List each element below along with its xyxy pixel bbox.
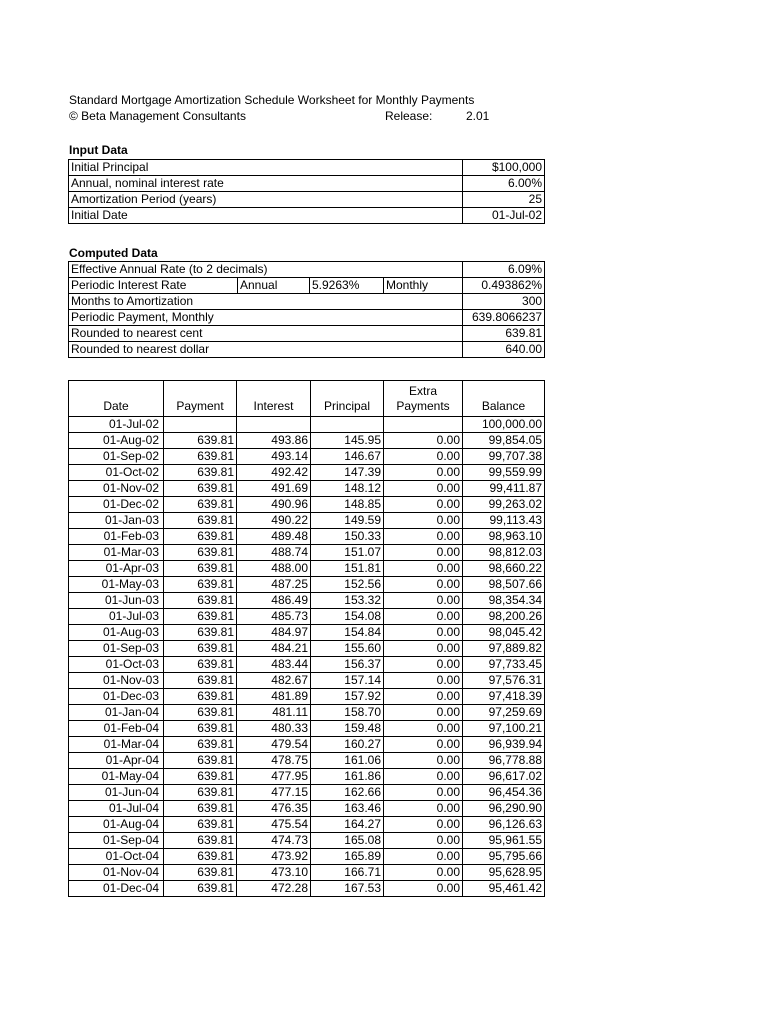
cell-balance: 96,778.88	[463, 753, 545, 769]
table-row	[69, 641, 545, 657]
table-row	[69, 561, 545, 577]
cell-principal: 150.33	[311, 529, 384, 545]
schedule-first-row	[69, 417, 545, 433]
cell-principal: 149.59	[311, 513, 384, 529]
computed-row-payment	[69, 310, 545, 326]
cell-balance: 99,854.05	[463, 433, 545, 449]
cell-principal: 154.08	[311, 609, 384, 625]
amortization-schedule-table	[68, 380, 545, 897]
table-row	[69, 849, 545, 865]
table-row	[69, 689, 545, 705]
periodic-annual-label: Annual	[238, 278, 310, 294]
cell-balance: 99,707.38	[463, 449, 545, 465]
cell-balance: 97,259.69	[463, 705, 545, 721]
col-header-extra-payments	[384, 381, 463, 417]
cell-principal: 157.14	[311, 673, 384, 689]
computed-row-months	[69, 294, 545, 310]
cell-principal: 151.81	[311, 561, 384, 577]
cell-interest: 484.21	[237, 641, 311, 657]
cell-interest: 483.44	[237, 657, 311, 673]
cell-extra-payment	[384, 417, 463, 433]
cell-payment: 639.81	[164, 769, 237, 785]
cell-interest: 472.28	[237, 881, 311, 897]
input-row-principal	[69, 160, 545, 176]
cell-payment: 639.81	[164, 593, 237, 609]
cell-principal: 151.07	[311, 545, 384, 561]
cell-date: 01-Jun-03	[69, 593, 164, 609]
col-header-payment: Payment	[164, 381, 237, 417]
cell-extra-payment[interactable]: 0.00	[384, 657, 463, 673]
computed-value: 300	[463, 294, 545, 310]
input-row-interest-rate	[69, 176, 545, 192]
table-row	[69, 593, 545, 609]
cell-date: 01-Oct-04	[69, 849, 164, 865]
cell-balance: 97,733.45	[463, 657, 545, 673]
cell-date: 01-Nov-04	[69, 865, 164, 881]
cell-extra-payment[interactable]: 0.00	[384, 593, 463, 609]
cell-balance: 97,889.82	[463, 641, 545, 657]
cell-principal: 166.71	[311, 865, 384, 881]
cell-extra-payment[interactable]: 0.00	[384, 817, 463, 833]
input-value[interactable]: 01-Jul-02	[463, 208, 545, 224]
table-row	[69, 721, 545, 737]
cell-interest: 473.10	[237, 865, 311, 881]
cell-extra-payment[interactable]: 0.00	[384, 753, 463, 769]
computed-value: 639.8066237	[463, 310, 545, 326]
periodic-annual-value: 5.9263%	[310, 278, 384, 294]
cell-balance: 98,812.03	[463, 545, 545, 561]
col-header-date: Date	[69, 381, 164, 417]
cell-extra-payment[interactable]: 0.00	[384, 481, 463, 497]
cell-payment: 639.81	[164, 513, 237, 529]
table-row	[69, 497, 545, 513]
table-row	[69, 577, 545, 593]
schedule-header-row	[69, 381, 545, 417]
table-row	[69, 529, 545, 545]
cell-payment: 639.81	[164, 657, 237, 673]
cell-payment: 639.81	[164, 609, 237, 625]
cell-date: 01-Jan-03	[69, 513, 164, 529]
cell-date: 01-Apr-04	[69, 753, 164, 769]
table-row	[69, 433, 545, 449]
cell-date: 01-Aug-03	[69, 625, 164, 641]
cell-interest: 476.35	[237, 801, 311, 817]
col-header-principal: Principal	[311, 381, 384, 417]
table-row	[69, 673, 545, 689]
cell-extra-payment[interactable]: 0.00	[384, 609, 463, 625]
cell-interest: 481.11	[237, 705, 311, 721]
computed-label: Periodic Interest Rate	[69, 278, 238, 294]
computed-row-periodic-rate	[69, 278, 545, 294]
cell-payment: 639.81	[164, 737, 237, 753]
cell-payment: 639.81	[164, 641, 237, 657]
cell-balance: 98,660.22	[463, 561, 545, 577]
table-row	[69, 833, 545, 849]
cell-payment: 639.81	[164, 561, 237, 577]
cell-extra-payment[interactable]: 0.00	[384, 833, 463, 849]
cell-interest: 479.54	[237, 737, 311, 753]
release-value: 2.01	[466, 109, 490, 123]
computed-label: Months to Amortization	[69, 294, 463, 310]
input-row-amortization-period	[69, 192, 545, 208]
cell-payment: 639.81	[164, 849, 237, 865]
computed-row-rounded-dollar	[69, 342, 545, 358]
cell-payment: 639.81	[164, 785, 237, 801]
cell-balance: 99,411.87	[463, 481, 545, 497]
table-row	[69, 545, 545, 561]
cell-interest: 480.33	[237, 721, 311, 737]
input-value[interactable]: 25	[463, 192, 545, 208]
cell-principal: 164.27	[311, 817, 384, 833]
cell-extra-payment[interactable]: 0.00	[384, 529, 463, 545]
cell-payment: 639.81	[164, 817, 237, 833]
cell-date: 01-Nov-03	[69, 673, 164, 689]
cell-balance: 95,795.66	[463, 849, 545, 865]
cell-interest: 493.86	[237, 433, 311, 449]
cell-interest: 486.49	[237, 593, 311, 609]
computed-row-rounded-cent	[69, 326, 545, 342]
cell-date: 01-Mar-04	[69, 737, 164, 753]
cell-extra-payment[interactable]: 0.00	[384, 785, 463, 801]
computed-label: Effective Annual Rate (to 2 decimals)	[69, 262, 463, 278]
cell-principal: 148.85	[311, 497, 384, 513]
table-row	[69, 481, 545, 497]
cell-balance: 97,100.21	[463, 721, 545, 737]
computed-label: Rounded to nearest cent	[69, 326, 463, 342]
cell-balance: 96,454.36	[463, 785, 545, 801]
cell-balance: 99,113.43	[463, 513, 545, 529]
periodic-monthly-label: Monthly	[384, 278, 463, 294]
cell-extra-payment[interactable]: 0.00	[384, 721, 463, 737]
computed-row-effective-rate	[69, 262, 545, 278]
cell-interest: 490.22	[237, 513, 311, 529]
extra-header-line1: Extra	[408, 384, 437, 398]
table-row	[69, 737, 545, 753]
table-row	[69, 785, 545, 801]
cell-balance: 97,418.39	[463, 689, 545, 705]
col-header-balance: Balance	[463, 381, 545, 417]
input-value[interactable]: 6.00%	[463, 176, 545, 192]
table-row	[69, 449, 545, 465]
cell-payment: 639.81	[164, 753, 237, 769]
computed-label: Periodic Payment, Monthly	[69, 310, 463, 326]
cell-balance: 97,576.31	[463, 673, 545, 689]
cell-interest: 487.25	[237, 577, 311, 593]
cell-payment: 639.81	[164, 577, 237, 593]
cell-principal: 148.12	[311, 481, 384, 497]
cell-date: 01-Jun-04	[69, 785, 164, 801]
cell-principal: 152.56	[311, 577, 384, 593]
cell-date: 01-Aug-04	[69, 817, 164, 833]
cell-principal: 158.70	[311, 705, 384, 721]
cell-interest: 492.42	[237, 465, 311, 481]
cell-payment: 639.81	[164, 689, 237, 705]
cell-principal: 154.84	[311, 625, 384, 641]
cell-extra-payment[interactable]: 0.00	[384, 849, 463, 865]
input-label: Initial Principal	[69, 160, 463, 176]
cell-extra-payment[interactable]: 0.00	[384, 497, 463, 513]
cell-interest	[237, 417, 311, 433]
cell-extra-payment[interactable]: 0.00	[384, 465, 463, 481]
cell-principal: 159.48	[311, 721, 384, 737]
col-header-interest: Interest	[237, 381, 311, 417]
cell-date: 01-Sep-03	[69, 641, 164, 657]
cell-date: 01-Dec-03	[69, 689, 164, 705]
extra-header-line2: Payments	[396, 399, 450, 413]
cell-interest: 477.95	[237, 769, 311, 785]
cell-payment: 639.81	[164, 545, 237, 561]
computed-data-table	[68, 261, 545, 358]
cell-interest: 488.74	[237, 545, 311, 561]
cell-principal: 145.95	[311, 433, 384, 449]
cell-principal: 163.46	[311, 801, 384, 817]
cell-date: 01-Sep-04	[69, 833, 164, 849]
cell-principal	[311, 417, 384, 433]
cell-interest: 481.89	[237, 689, 311, 705]
cell-principal: 153.32	[311, 593, 384, 609]
cell-principal: 160.27	[311, 737, 384, 753]
cell-payment: 639.81	[164, 449, 237, 465]
cell-balance: 96,126.63	[463, 817, 545, 833]
cell-interest: 493.14	[237, 449, 311, 465]
cell-extra-payment[interactable]: 0.00	[384, 561, 463, 577]
cell-principal: 157.92	[311, 689, 384, 705]
table-row	[69, 657, 545, 673]
input-row-initial-date	[69, 208, 545, 224]
cell-balance: 98,200.26	[463, 609, 545, 625]
cell-interest: 484.97	[237, 625, 311, 641]
cell-payment: 639.81	[164, 481, 237, 497]
cell-interest: 475.54	[237, 817, 311, 833]
cell-extra-payment[interactable]: 0.00	[384, 769, 463, 785]
cell-balance: 98,354.34	[463, 593, 545, 609]
cell-payment: 639.81	[164, 673, 237, 689]
cell-interest: 474.73	[237, 833, 311, 849]
cell-date: 01-Sep-02	[69, 449, 164, 465]
cell-extra-payment[interactable]: 0.00	[384, 881, 463, 897]
cell-date: 01-Feb-03	[69, 529, 164, 545]
table-row	[69, 465, 545, 481]
cell-interest: 488.00	[237, 561, 311, 577]
cell-payment: 639.81	[164, 529, 237, 545]
cell-date: 01-Apr-03	[69, 561, 164, 577]
cell-balance: 98,507.66	[463, 577, 545, 593]
periodic-monthly-value: 0.493862%	[463, 278, 545, 294]
computed-data-heading: Computed Data	[69, 246, 158, 260]
cell-principal: 167.53	[311, 881, 384, 897]
cell-extra-payment[interactable]: 0.00	[384, 433, 463, 449]
cell-date: 01-Aug-02	[69, 433, 164, 449]
cell-payment: 639.81	[164, 465, 237, 481]
cell-balance: 95,961.55	[463, 833, 545, 849]
cell-principal: 161.86	[311, 769, 384, 785]
cell-interest: 491.69	[237, 481, 311, 497]
input-label: Annual, nominal interest rate	[69, 176, 463, 192]
release-label: Release:	[385, 109, 433, 123]
cell-balance: 98,963.10	[463, 529, 545, 545]
cell-balance: 95,461.42	[463, 881, 545, 897]
cell-balance: 99,559.99	[463, 465, 545, 481]
cell-interest: 489.48	[237, 529, 311, 545]
cell-balance: 99,263.02	[463, 497, 545, 513]
cell-balance: 96,939.94	[463, 737, 545, 753]
cell-date: 01-Jul-03	[69, 609, 164, 625]
cell-payment: 639.81	[164, 865, 237, 881]
cell-payment: 639.81	[164, 801, 237, 817]
cell-date: 01-Oct-03	[69, 657, 164, 673]
cell-principal: 165.89	[311, 849, 384, 865]
computed-value: 640.00	[463, 342, 545, 358]
table-row	[69, 609, 545, 625]
cell-date: 01-Mar-03	[69, 545, 164, 561]
cell-extra-payment[interactable]: 0.00	[384, 545, 463, 561]
table-row	[69, 753, 545, 769]
input-data-table	[68, 159, 545, 224]
cell-extra-payment[interactable]: 0.00	[384, 801, 463, 817]
cell-principal: 162.66	[311, 785, 384, 801]
cell-payment: 639.81	[164, 721, 237, 737]
cell-extra-payment[interactable]: 0.00	[384, 673, 463, 689]
cell-interest: 478.75	[237, 753, 311, 769]
cell-principal: 161.06	[311, 753, 384, 769]
cell-principal: 147.39	[311, 465, 384, 481]
cell-balance: 96,290.90	[463, 801, 545, 817]
input-label: Amortization Period (years)	[69, 192, 463, 208]
cell-principal: 156.37	[311, 657, 384, 673]
cell-interest: 485.73	[237, 609, 311, 625]
cell-balance: 98,045.42	[463, 625, 545, 641]
cell-date: 01-May-03	[69, 577, 164, 593]
cell-payment: 639.81	[164, 433, 237, 449]
input-label: Initial Date	[69, 208, 463, 224]
cell-payment: 639.81	[164, 625, 237, 641]
cell-date: 01-Jul-04	[69, 801, 164, 817]
cell-payment	[164, 417, 237, 433]
table-row	[69, 705, 545, 721]
copyright-line: © Beta Management Consultants	[69, 109, 246, 123]
document-title: Standard Mortgage Amortization Schedule Worksheet for Monthly Payments	[69, 93, 475, 107]
cell-extra-payment[interactable]: 0.00	[384, 865, 463, 881]
cell-extra-payment[interactable]: 0.00	[384, 577, 463, 593]
input-value[interactable]: $100,000	[463, 160, 545, 176]
input-data-heading: Input Data	[69, 143, 128, 157]
cell-payment: 639.81	[164, 705, 237, 721]
cell-interest: 490.96	[237, 497, 311, 513]
cell-extra-payment[interactable]: 0.00	[384, 689, 463, 705]
cell-date: 01-Dec-02	[69, 497, 164, 513]
table-row	[69, 881, 545, 897]
table-row	[69, 769, 545, 785]
cell-date: 01-Nov-02	[69, 481, 164, 497]
cell-balance: 95,628.95	[463, 865, 545, 881]
cell-date: 01-May-04	[69, 769, 164, 785]
cell-interest: 482.67	[237, 673, 311, 689]
cell-extra-payment[interactable]: 0.00	[384, 737, 463, 753]
cell-date: 01-Dec-04	[69, 881, 164, 897]
cell-balance: 100,000.00	[463, 417, 545, 433]
cell-extra-payment[interactable]: 0.00	[384, 625, 463, 641]
cell-date: 01-Feb-04	[69, 721, 164, 737]
cell-balance: 96,617.02	[463, 769, 545, 785]
cell-date: 01-Jul-02	[69, 417, 164, 433]
cell-payment: 639.81	[164, 497, 237, 513]
table-row	[69, 625, 545, 641]
table-row	[69, 801, 545, 817]
cell-payment: 639.81	[164, 881, 237, 897]
table-row	[69, 513, 545, 529]
cell-extra-payment[interactable]: 0.00	[384, 641, 463, 657]
cell-extra-payment[interactable]: 0.00	[384, 449, 463, 465]
cell-extra-payment[interactable]: 0.00	[384, 513, 463, 529]
table-row	[69, 865, 545, 881]
table-row	[69, 817, 545, 833]
cell-principal: 155.60	[311, 641, 384, 657]
cell-principal: 146.67	[311, 449, 384, 465]
computed-value: 6.09%	[463, 262, 545, 278]
cell-interest: 473.92	[237, 849, 311, 865]
cell-extra-payment[interactable]: 0.00	[384, 705, 463, 721]
computed-value: 639.81	[463, 326, 545, 342]
cell-date: 01-Jan-04	[69, 705, 164, 721]
cell-payment: 639.81	[164, 833, 237, 849]
cell-date: 01-Oct-02	[69, 465, 164, 481]
computed-label: Rounded to nearest dollar	[69, 342, 463, 358]
cell-principal: 165.08	[311, 833, 384, 849]
cell-interest: 477.15	[237, 785, 311, 801]
